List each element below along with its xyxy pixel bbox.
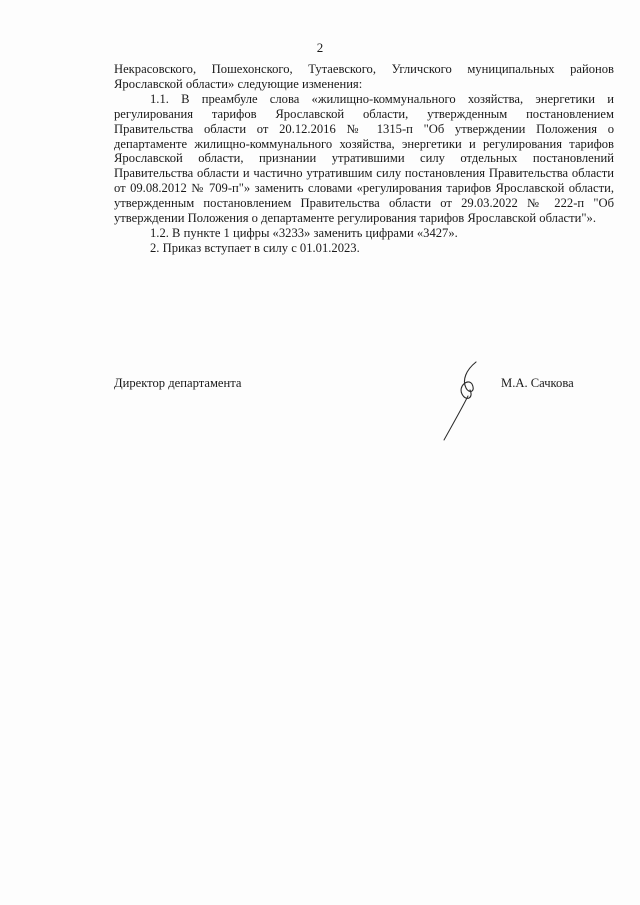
handwritten-signature [426, 356, 496, 446]
page-number: 2 [316, 40, 324, 55]
paragraph-2: 2. Приказ вступает в силу с 01.01.2023. [150, 240, 360, 255]
paragraph-1-1: 1.1. В преамбуле слова «жилищно-коммунального хозяйства, энергетики и регулирования тарифов Ярославской области, утвержденным постановлением Правительства области от 20.12.2016 № 1315-п "Об утверждении Положения о департаменте жилищно-коммунального хозяйства, энергетики и регулирования тарифов Ярославской области, признании утратившими силу отдельных постановлений Правительства области и частично утратившим силу постановления Правительства области от 09.08.2012 № 709-п"» заменить словами «регулирования тарифов Ярославской области, утвержденным постановлением Правительства области от 29.03.2022 № 222-п "Об утверждении Положения о департаменте регулирования тарифов Ярославской области"». [114, 91, 614, 226]
paragraph-continuation: Некрасовского, Пошехонского, Тутаевского, Угличского муниципальных районов Ярославской области» следующие изменения: [114, 62, 614, 91]
document-body [114, 62, 614, 256]
paragraph-1-2: 1.2. В пункте 1 цифры «3233» заменить цифрами «3427». [150, 225, 458, 240]
signatory-name: М.А. Сачкова [501, 376, 574, 390]
signatory-title: Директор департамента [114, 376, 242, 390]
